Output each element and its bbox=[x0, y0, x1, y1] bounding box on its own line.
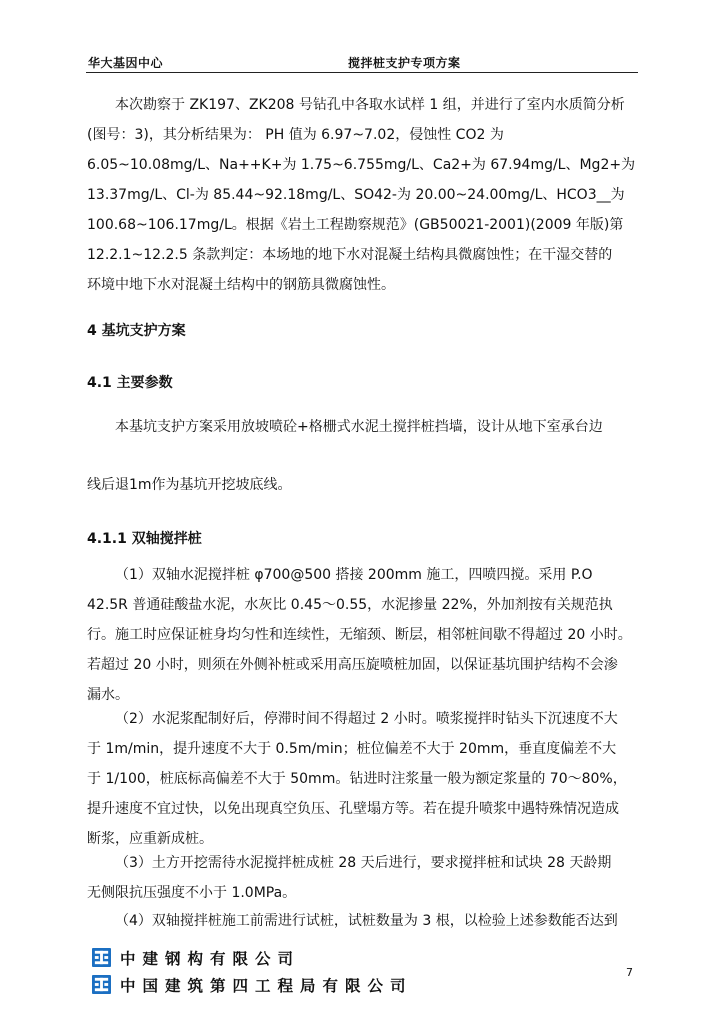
text-line: 100.68~106.17mg/L。根据《岩土工程勘察规范》(GB50021-2001)(2009 年版)第 bbox=[87, 217, 624, 233]
section-heading-4-1-1: 4.1.1 双轴搅拌桩 bbox=[87, 531, 202, 547]
text-line: (图号：3)，其分析结果为： PH 值为 6.97~7.02，侵蚀性 CO2 为 bbox=[87, 127, 504, 143]
text-line: （3）土方开挖需待水泥搅拌桩成桩 28 天后进行，要求搅拌桩和试块 28 天龄期 bbox=[115, 855, 612, 871]
text-line: 12.2.1~12.2.5 条款判定：本场地的地下水对混凝土结构具微腐蚀性；在干湿交替的 bbox=[87, 247, 613, 263]
paragraph-item-1 bbox=[87, 560, 643, 710]
header-document-title: 搅拌桩支护专项方案 bbox=[348, 56, 461, 70]
text-line: 环境中地下水对混凝土结构中的钢筋具微腐蚀性。 bbox=[87, 277, 395, 293]
paragraph-water-analysis bbox=[87, 90, 643, 300]
text-line: 本次勘察于 ZK197、ZK208 号钻孔中各取水试样 1 组，并进行了室内水质简分析 bbox=[115, 97, 625, 113]
text-line: 42.5R 普通硅酸盐水泥，水灰比 0.45～0.55，水泥掺量 22%，外加剂按有关规范执 bbox=[87, 597, 613, 613]
section-heading-4-1: 4.1 主要参数 bbox=[87, 375, 173, 391]
text-line: 提升速度不宜过快，以免出现真空负压、孔壁塌方等。若在提升喷浆中遇特殊情况造成 bbox=[87, 801, 619, 817]
text-line: （2）水泥浆配制好后，停滞时间不得超过 2 小时。喷浆搅拌时钻头下沉速度不大 bbox=[115, 711, 618, 727]
paragraph-item-4 bbox=[87, 906, 643, 936]
paragraph-item-3 bbox=[87, 848, 643, 908]
text-line: （4）双轴搅拌桩施工前需进行试桩，试桩数量为 3 根，以检验上述参数能否达到 bbox=[115, 913, 618, 929]
footer-company-2: 中国建筑第四工程局有限公司 bbox=[120, 977, 413, 995]
page-number: 7 bbox=[626, 966, 633, 979]
text-line: （1）双轴水泥搅拌桩 φ700@500 搭接 200mm 施工，四喷四搅。采用 P.O bbox=[115, 567, 593, 583]
header-divider bbox=[86, 72, 638, 73]
text-line: 13.37mg/L、Cl-为 85.44~92.18mg/L、SO42-为 20.00~24.00mg/L、HCO3__为 bbox=[87, 187, 625, 203]
text-line: 线后退1m作为基坑开挖坡底线。 bbox=[87, 477, 292, 493]
text-line: 6.05~10.08mg/L、Na++K+为 1.75~6.755mg/L、Ca2+为 67.94mg/L、Mg2+为 bbox=[87, 157, 636, 173]
paragraph-main-params-cont bbox=[87, 470, 643, 500]
section-heading-4: 4 基坑支护方案 bbox=[87, 323, 186, 339]
header-left-title: 华大基因中心 bbox=[88, 56, 164, 70]
text-line: 若超过 20 小时，则须在外侧补桩或采用高压旋喷桩加固，以保证基坑围护结构不会渗 bbox=[87, 657, 618, 673]
company-logo-icon bbox=[92, 975, 111, 994]
text-line: 于 1m/min，提升速度不大于 0.5m/min；桩位偏差不大于 20mm，垂直度偏差不大 bbox=[87, 741, 617, 757]
paragraph-item-2 bbox=[87, 704, 643, 854]
text-line: 行。施工时应保证桩身均匀性和连续性，无缩颈、断层，相邻桩间歇不得超过 20 小时。 bbox=[87, 627, 632, 643]
text-line: 于 1/100，桩底标高偏差不大于 50mm。钻进时注浆量一般为额定浆量的 70～80%， bbox=[87, 771, 627, 787]
text-line: 无侧限抗压强度不小于 1.0MPa。 bbox=[87, 885, 297, 901]
text-line: 漏水。 bbox=[87, 687, 129, 703]
text-line: 本基坑支护方案采用放坡喷砼+格栅式水泥土搅拌桩挡墙，设计从地下室承台边 bbox=[115, 419, 603, 435]
footer-company-1: 中建钢构有限公司 bbox=[120, 950, 301, 968]
paragraph-main-params bbox=[87, 412, 643, 442]
text-line: 断浆，应重新成桩。 bbox=[87, 831, 213, 847]
company-logo-icon bbox=[92, 948, 111, 967]
